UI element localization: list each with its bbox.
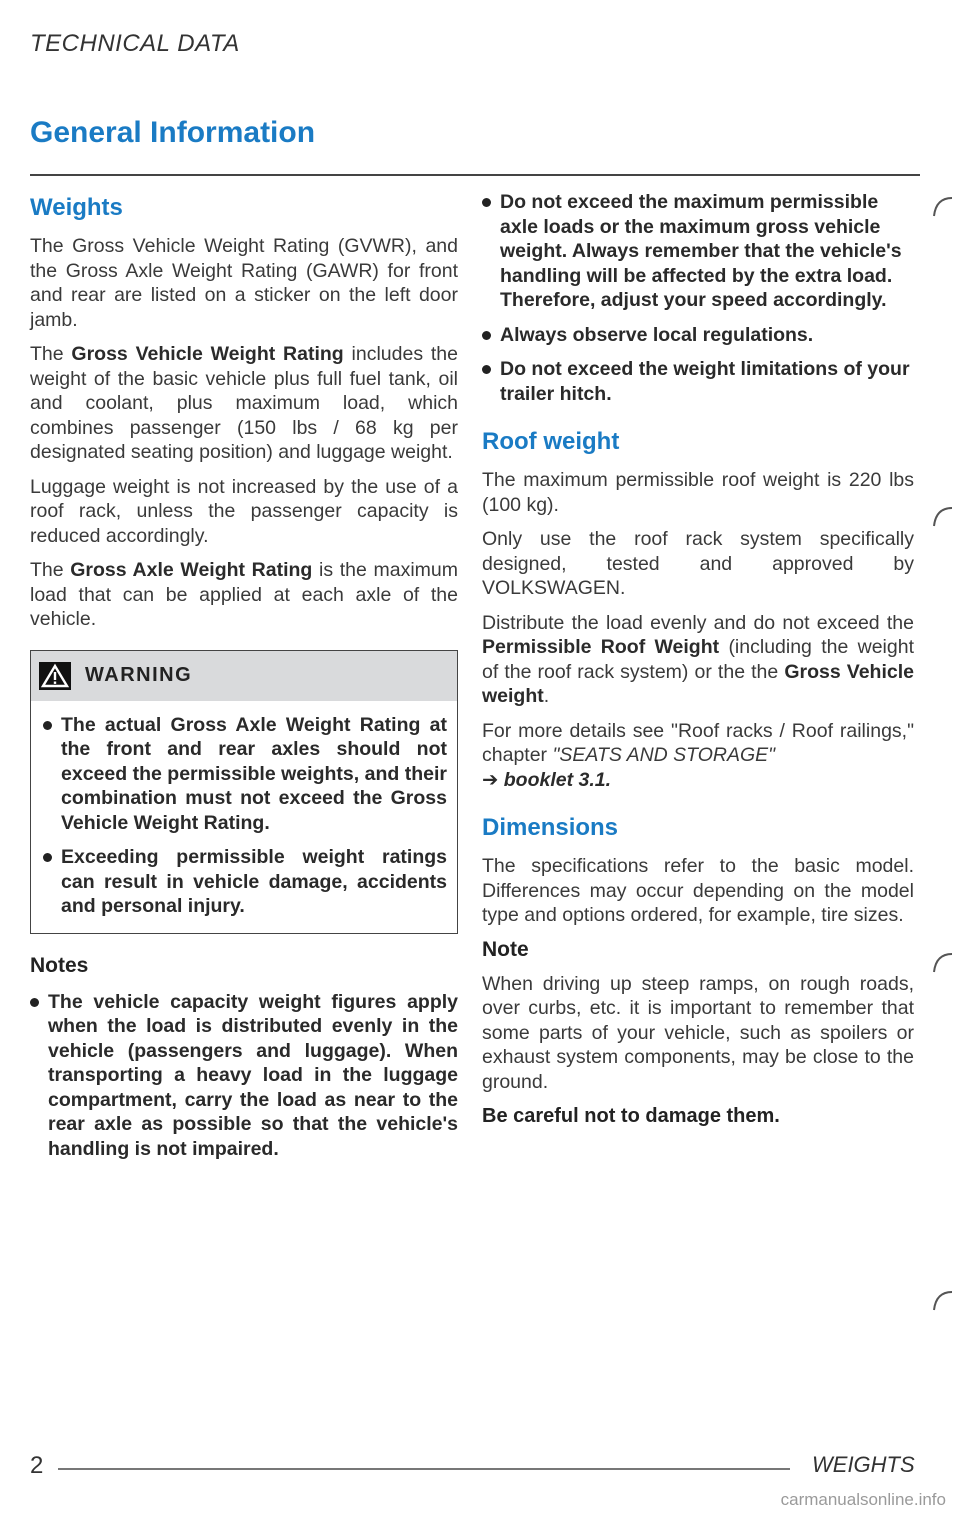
notes-title: Notes: [30, 953, 89, 977]
arrow-right-icon: ➔: [482, 768, 499, 791]
text-span: Distribute the load evenly and do not exceed the: [482, 611, 914, 634]
text-span: The: [30, 559, 64, 581]
gross-vehicle-weight-term: Gross Vehicle weight: [482, 660, 914, 707]
gvwr-term: Gross Vehicle Weight Rating: [71, 343, 344, 365]
roof-weight-heading: Roof weight: [482, 428, 620, 455]
warning-body: [31, 701, 457, 933]
gawr-paragraph: [30, 558, 458, 632]
roof-rack-paragraph: Only use the roof rack system specifically designed, tested and approved by VOLKSWAGEN.: [482, 528, 914, 599]
corner-mark-icon: [930, 1290, 954, 1312]
page-title: General Information: [30, 116, 316, 149]
gvwr-paragraph: [30, 342, 458, 465]
booklet-reference: booklet 3.1.: [503, 768, 612, 791]
warning-box: [30, 650, 458, 934]
note-title: Note: [482, 937, 529, 961]
text-span: .: [543, 685, 550, 707]
left-column: [30, 190, 458, 1171]
title-rule: [30, 174, 920, 176]
luggage-paragraph: Luggage weight is not increased by the use of a roof rack, unless the passenger capacity is reduced accordingly.: [30, 475, 458, 547]
warning-title: WARNING: [85, 664, 193, 686]
text-span: is the maximum load that can be applied at each axle of the vehicle.: [30, 559, 458, 630]
right-column: [482, 190, 914, 1129]
chapter-reference: "SEATS AND STORAGE": [552, 744, 776, 766]
warning-header: [31, 651, 457, 701]
dimensions-heading: Dimensions: [482, 814, 619, 841]
careful-line: Be careful not to damage them.: [482, 1105, 780, 1127]
local-regulations-bullet: Always observe local regulations.: [482, 323, 914, 348]
permissible-roof-weight-term: Permissible Roof Weight: [482, 636, 720, 658]
roof-max-paragraph: The maximum permissible roof weight is 220 lbs (100 kg).: [482, 469, 914, 516]
corner-mark-icon: [930, 952, 954, 974]
corner-mark-icon: [930, 506, 954, 528]
warning-bullet: Exceeding permissible weight ratings can result in vehicle damage, accidents and personal injury.: [43, 845, 447, 919]
corner-mark-icon: [930, 196, 954, 218]
page-number: 2: [30, 1452, 44, 1479]
watermark: carmanualsonline.info: [780, 1490, 946, 1509]
ground-clearance-paragraph: When driving up steep ramps, on rough roads, over curbs, etc. it is important to remember that some parts of your vehicle, such as spoilers or exhaust system components, may be close to the ground.: [482, 972, 914, 1093]
text-span: The: [30, 343, 64, 365]
section-label: TECHNICAL DATA: [30, 30, 240, 57]
text-span: includes the weight of the basic vehicle plus full fuel tank, oil and coolant, plus maximum load, which combines passenger (150 lbs / 68 kg per designated seating position) and luggage weight.: [30, 343, 458, 463]
notes-bullet: The vehicle capacity weight figures apply when the load is distributed evenly in the vehicle (passengers and luggage). When transporting a heavy load in the luggage compartment, carry the load as near to the rear axle as possible so that the vehicle's handling is not impaired.: [30, 990, 458, 1162]
roof-details-paragraph: [482, 719, 914, 793]
roof-distribute-paragraph: [482, 611, 914, 709]
gawr-term: Gross Axle Weight Rating: [70, 559, 313, 581]
axle-load-bullet: Do not exceed the maximum permissible axle loads or the maximum gross vehicle weight. Always remember that the vehicle's handling will be affected by the extra load. Therefore, adjust your speed accordingly.: [482, 190, 914, 313]
weights-heading: Weights: [30, 194, 123, 221]
trailer-hitch-bullet: Do not exceed the weight limitations of your trailer hitch.: [482, 357, 914, 406]
text-span: For more details see "Roof racks / Roof railings," chapter: [482, 719, 914, 766]
text-span: (including the weight of the roof rack system) or the the: [482, 636, 914, 683]
footer-section-label: WEIGHTS: [812, 1452, 915, 1477]
warning-bullet: The actual Gross Axle Weight Rating at the front and rear axles should not exceed the permissible weights, and their combination must not exceed the Gross Vehicle Weight Rating.: [43, 713, 447, 836]
dimensions-paragraph: The specifications refer to the basic model. Differences may occur depending on the model type and options ordered, for example, tire sizes.: [482, 855, 914, 926]
footer-rule: [58, 1468, 790, 1470]
weights-intro-paragraph: The Gross Vehicle Weight Rating (GVWR), and the Gross Axle Weight Rating (GAWR) for front and rear are listed on a sticker on the left door jamb.: [30, 235, 458, 331]
warning-triangle-icon: [39, 662, 71, 690]
